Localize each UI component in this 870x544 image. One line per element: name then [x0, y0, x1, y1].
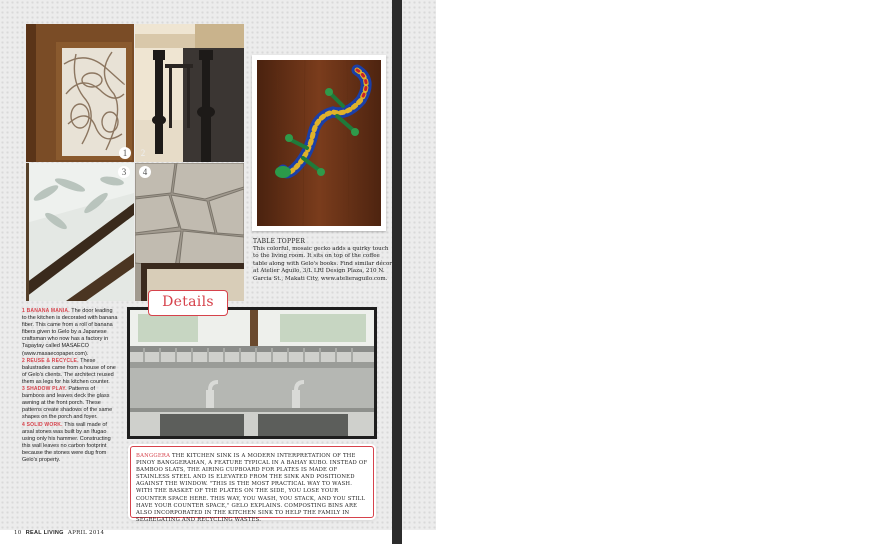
facing-page-edge — [402, 0, 436, 530]
sidebar-entry-label: 4 SOLID WORK. — [22, 421, 63, 428]
table-topper-text: This colorful, mosaic gecko adds a quirky touch to the living room. It sits on top of the coffee table along with Gelo's books. Find similar décor at Atelier Aguilo, 3/L LRI Design Plaza, 210 N. Garcia St., Makati City, www.atelieraguilo.com. — [253, 245, 392, 282]
photo-number-4: 4 — [139, 166, 151, 178]
sidebar-entry-label: 3 SHADOW PLAY. — [22, 386, 67, 393]
sidebar-entry-label: 2 REUSE & RECYCLE. — [22, 357, 79, 364]
sidebar-entry-label: 1 BANANA MANIA. — [22, 308, 70, 314]
photo-number-1: 1 — [119, 147, 131, 159]
photo-kitchen-sink — [127, 307, 377, 439]
table-topper-heading: TABLE TOPPER — [253, 238, 306, 245]
sidebar-entry-text: The door leading to the kitchen is decorated with banana fiber. This came from a roll of banana fibers given to Gelo by a Japanese craftsman who now has a factory in Tagaytay called MASAECO (www.masaecopaper.com). — [22, 308, 118, 357]
photo-mosaic-gecko — [257, 60, 381, 226]
table-topper-caption — [253, 238, 393, 284]
page-number: 10 — [14, 530, 22, 536]
sidebar-entry-text: This wall made of arsal stones was built by an Ifugao using only his hammer. Constructing this wall leaves no carbon footprint because the stones were dug from Gelo's property. — [22, 421, 111, 463]
banggera-text-block — [136, 453, 370, 524]
photo-stone-wall — [135, 163, 244, 301]
sidebar-entry-text: Patterns of bamboos and leaves deck the glass awning at the front porch. These patterns create shadows of the same shapes on the porch and foyer. — [22, 386, 113, 421]
details-badge — [148, 290, 228, 316]
sidebar-entry — [22, 386, 118, 421]
sidebar-entry — [22, 422, 118, 465]
sidebar-entry — [22, 358, 118, 386]
sidebar-entry — [22, 308, 118, 358]
magazine-name: REAL LIVING — [25, 530, 64, 536]
sidebar-entry-text: These balustrades came from a house of one of Gelo's clients. The architect reused them as legs for his kitchen counter. — [22, 357, 116, 385]
photo-balustrade-counter — [135, 24, 244, 162]
details-sidebar — [22, 308, 118, 464]
page-spine — [392, 0, 402, 544]
photo-gecko-frame — [252, 55, 386, 231]
photo-shadow-play — [26, 163, 134, 301]
banggera-callout — [130, 446, 374, 523]
banggera-label: BANGGERA — [136, 453, 171, 459]
issue-date: APRIL 2014 — [67, 530, 105, 536]
photo-banana-door — [26, 24, 134, 162]
photo-number-2: 2 — [140, 148, 146, 158]
photo-number-3: 3 — [118, 166, 130, 178]
banggera-text: THE KITCHEN SINK IS A MODERN INTERPRETATION OF THE PINOY BANGGERAHAN, A FEATURE TYPICAL IN A BAHAY KUBO. INSTEAD OF BAMBOO SLATS, THE AIRING CUPBOARD FOR PLATES IS MADE OF STAINLESS STEEL AND IS ELEVATED FROM THE SINK AND POSITIONED AGAINST THE WINDOW. "THIS IS THE MOST PRACTICAL WAY TO WASH. WITH THE BASKET OF THE PLATES ON THE SIDE, YOU LOSE YOUR COUNTER SPACE HERE. THIS WAY, YOU WASH, YOU STACK, AND YOU STILL HAVE YOUR COUNTER SPACE," GELO EXPLAINS. COMPOSTING BINS ARE ALSO INCORPORATED IN THE KITCHEN SINK TO HELP THE FAMILY IN SEGREGATING AND RECYCLING WASTES. — [136, 453, 368, 523]
page-footer — [14, 530, 104, 536]
details-badge-text: Details — [162, 294, 214, 310]
